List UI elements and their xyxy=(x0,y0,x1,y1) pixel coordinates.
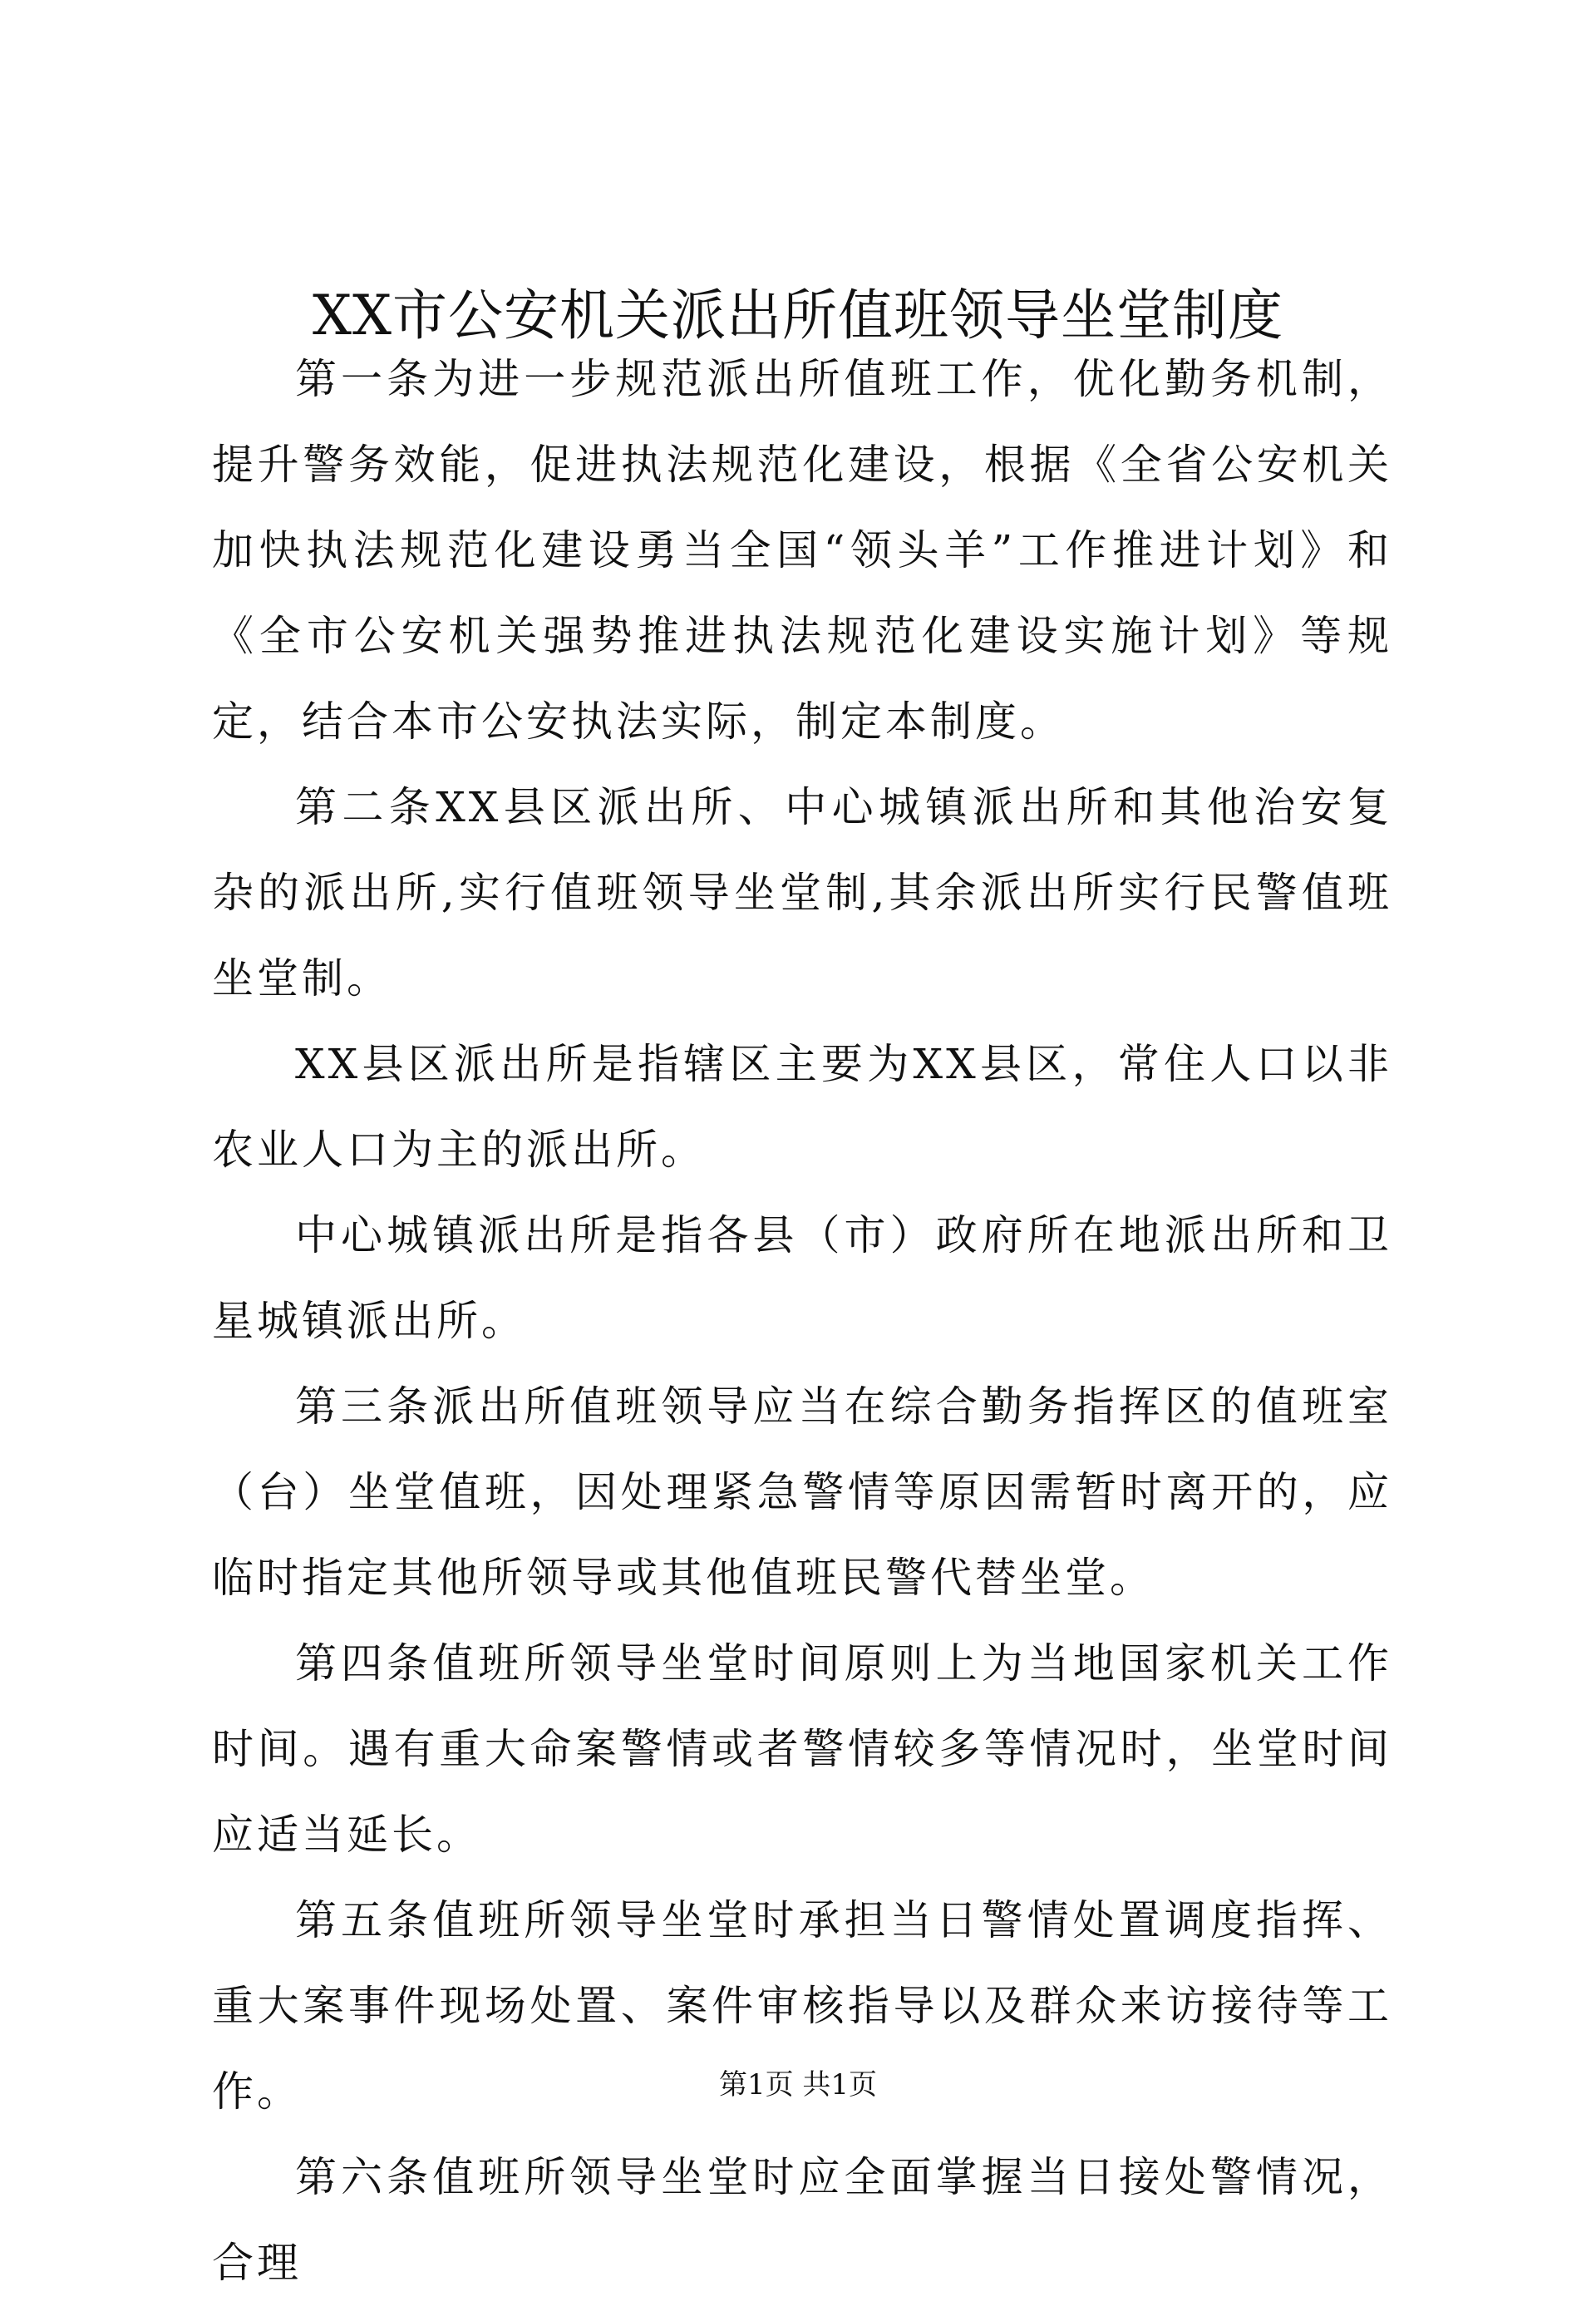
document-title: XX市公安机关派出所值班领导坐堂制度 xyxy=(313,283,1283,347)
paragraph-article-6: 第六条值班所领导坐堂时应全面掌握当日接处警情况，合理 xyxy=(212,2153,1392,2287)
paragraph-article-1: 第一条为进一步规范派出所值班工作，优化勤务机制，提升警务效能，促进执法规范化建设，根据《全省公安机关加快执法规范化建设勇当全国“领头羊”工作推进计划》和《全市公安机关强势推进执法规范化建设实施计划》等规定，结合本市公安执法实际，制定本制度。 xyxy=(212,355,1392,746)
paragraph-town-definition: 中心城镇派出所是指各县（市）政府所在地派出所和卫星城镇派出所。 xyxy=(212,1211,1392,1345)
paragraph-article-5: 第五条值班所领导坐堂时承担当日警情处置调度指挥、重大案事件现场处置、案件审核指导以及群众来访接待等工作。 xyxy=(212,1896,1392,2116)
paragraph-county-definition: XX县区派出所是指辖区主要为XX县区，常住人口以非农业人口为主的派出所。 xyxy=(212,1040,1392,1174)
paragraph-article-2: 第二条XX县区派出所、中心城镇派出所和其他治安复杂的派出所,实行值班领导坐堂制,其余派出所实行民警值班坐堂制。 xyxy=(212,783,1392,1003)
page-number-footer: 第1页 共1页 xyxy=(718,2068,878,2102)
document-body xyxy=(212,337,1392,2306)
paragraph-article-3: 第三条派出所值班领导应当在综合勤务指挥区的值班室（台）坐堂值班，因处理紧急警情等原因需暂时离开的，应临时指定其他所领导或其他值班民警代替坐堂。 xyxy=(212,1382,1392,1602)
paragraph-article-4: 第四条值班所领导坐堂时间原则上为当地国家机关工作时间。遇有重大命案警情或者警情较多等情况时，坐堂时间应适当延长。 xyxy=(212,1639,1392,1859)
